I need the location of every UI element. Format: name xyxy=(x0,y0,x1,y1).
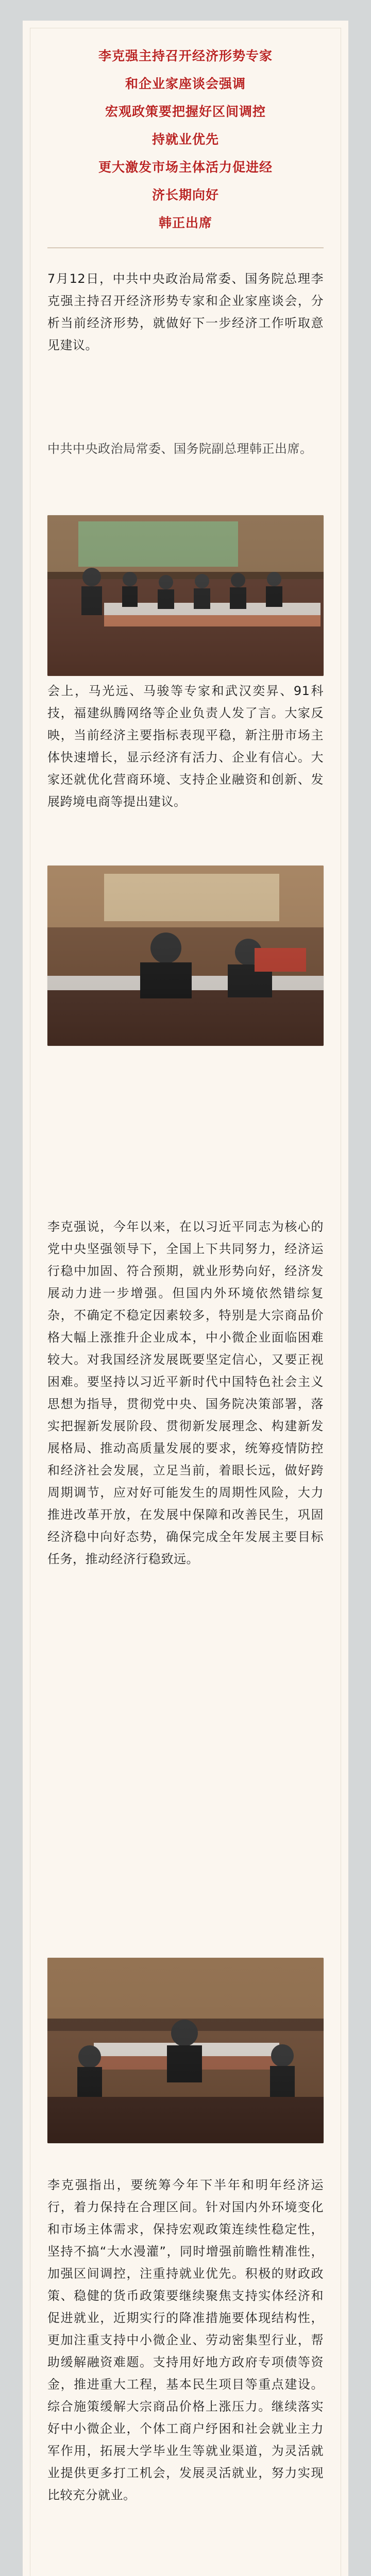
paragraph-1: 7月12日，中共中央政治局常委、国务院总理李克强主持召开经济形势专家和企业家座谈会，分析当前经济形势，就做好下一步经济工作听取意见建议。 xyxy=(47,272,324,352)
paragraph-3: 会上，马光远、马骏等专家和武汉奕昇、91科技，福建纵腾网络等企业负责人发了言。大家反映，当前经济主要指标表现平稳，新注册市场主体快速增长，显示经济有活力、企业有信心。大家还就优化营商环境、支持企业融资和创新、发展跨境电商等提出建议。 xyxy=(47,684,324,809)
meeting-photo-1 xyxy=(47,515,324,676)
paragraph-4: 李克强说，今年以来，在以习近平同志为核心的党中央坚强领导下，全国上下共同努力，经济运行稳中加固、符合预期，就业形势向好，经济发展动力进一步增强。但国内外环境依然错综复杂，不确定不稳定因素较多，特别是大宗商品价格大幅上涨推升企业成本，中小微企业面临困难较大。对我国经济发展既要坚定信心，又要正视困难。要坚持以习近平新时代中国特色社会主义思想为指导，贯彻党中央、国务院决策部署，落实把握新发展阶段、贯彻新发展理念、构建新发展格局、推动高质量发展的要求，统筹疫情防控和经济社会发展，立足当前，着眼长远，做好跨周期调节，应对好可能发生的周期性风险，大力推进改革开放，在发展中保障和改善民生，巩固经济稳中向好态势，确保完成全年发展主要目标任务，推动经济行稳致远。 xyxy=(47,1219,324,1566)
title-line-3: 宏观政策要把握好区间调控 xyxy=(105,104,266,119)
title-line-5: 更大激发市场主体活力促进经 xyxy=(98,160,273,175)
paragraph-2: 中共中央政治局常委、国务院副总理韩正出席。 xyxy=(47,442,313,456)
title-line-2: 和企业家座谈会强调 xyxy=(125,76,246,91)
meeting-photo-3-illustration xyxy=(47,1958,324,2143)
title-line-1: 李克强主持召开经济形势专家 xyxy=(98,48,273,63)
meeting-photo-1-illustration xyxy=(47,515,324,676)
title-divider xyxy=(47,247,324,248)
title-line-7: 韩正出席 xyxy=(158,215,212,230)
title-line-6: 济长期向好 xyxy=(151,188,219,202)
article-title xyxy=(47,42,324,237)
meeting-photo-2 xyxy=(47,866,324,1046)
meeting-photo-3 xyxy=(47,1958,324,2143)
title-line-4: 持就业优先 xyxy=(151,132,219,147)
meeting-photo-2-illustration xyxy=(47,866,324,1046)
paragraph-5: 李克强指出，要统筹今年下半年和明年经济运行，着力保持在合理区间。针对国内外环境变化和市场主体需求，保持宏观政策连续性稳定性，坚持不搞“大水漫灌”，同时增强前瞻性精准性，加强区间调控，注重持就业优先。积极的财政政策、稳健的货币政策要继续聚焦支持实体经济和促进就业，近期实行的降准措施要体现结构性，更加注重支持中小微企业、劳动密集型行业，帮助缓解融资难题。支持用好地方政府专项债等资金，推进重大工程，基本民生项目等重点建设。综合施策缓解大宗商品价格上涨压力。继续落实好中小微企业，个体工商户纾困和社会就业主力军作用，拓展大学毕业生等就业渠道，为灵活就业提供更多打工机会，发展灵活就业，努力实现比较充分就业。 xyxy=(47,2178,324,2502)
